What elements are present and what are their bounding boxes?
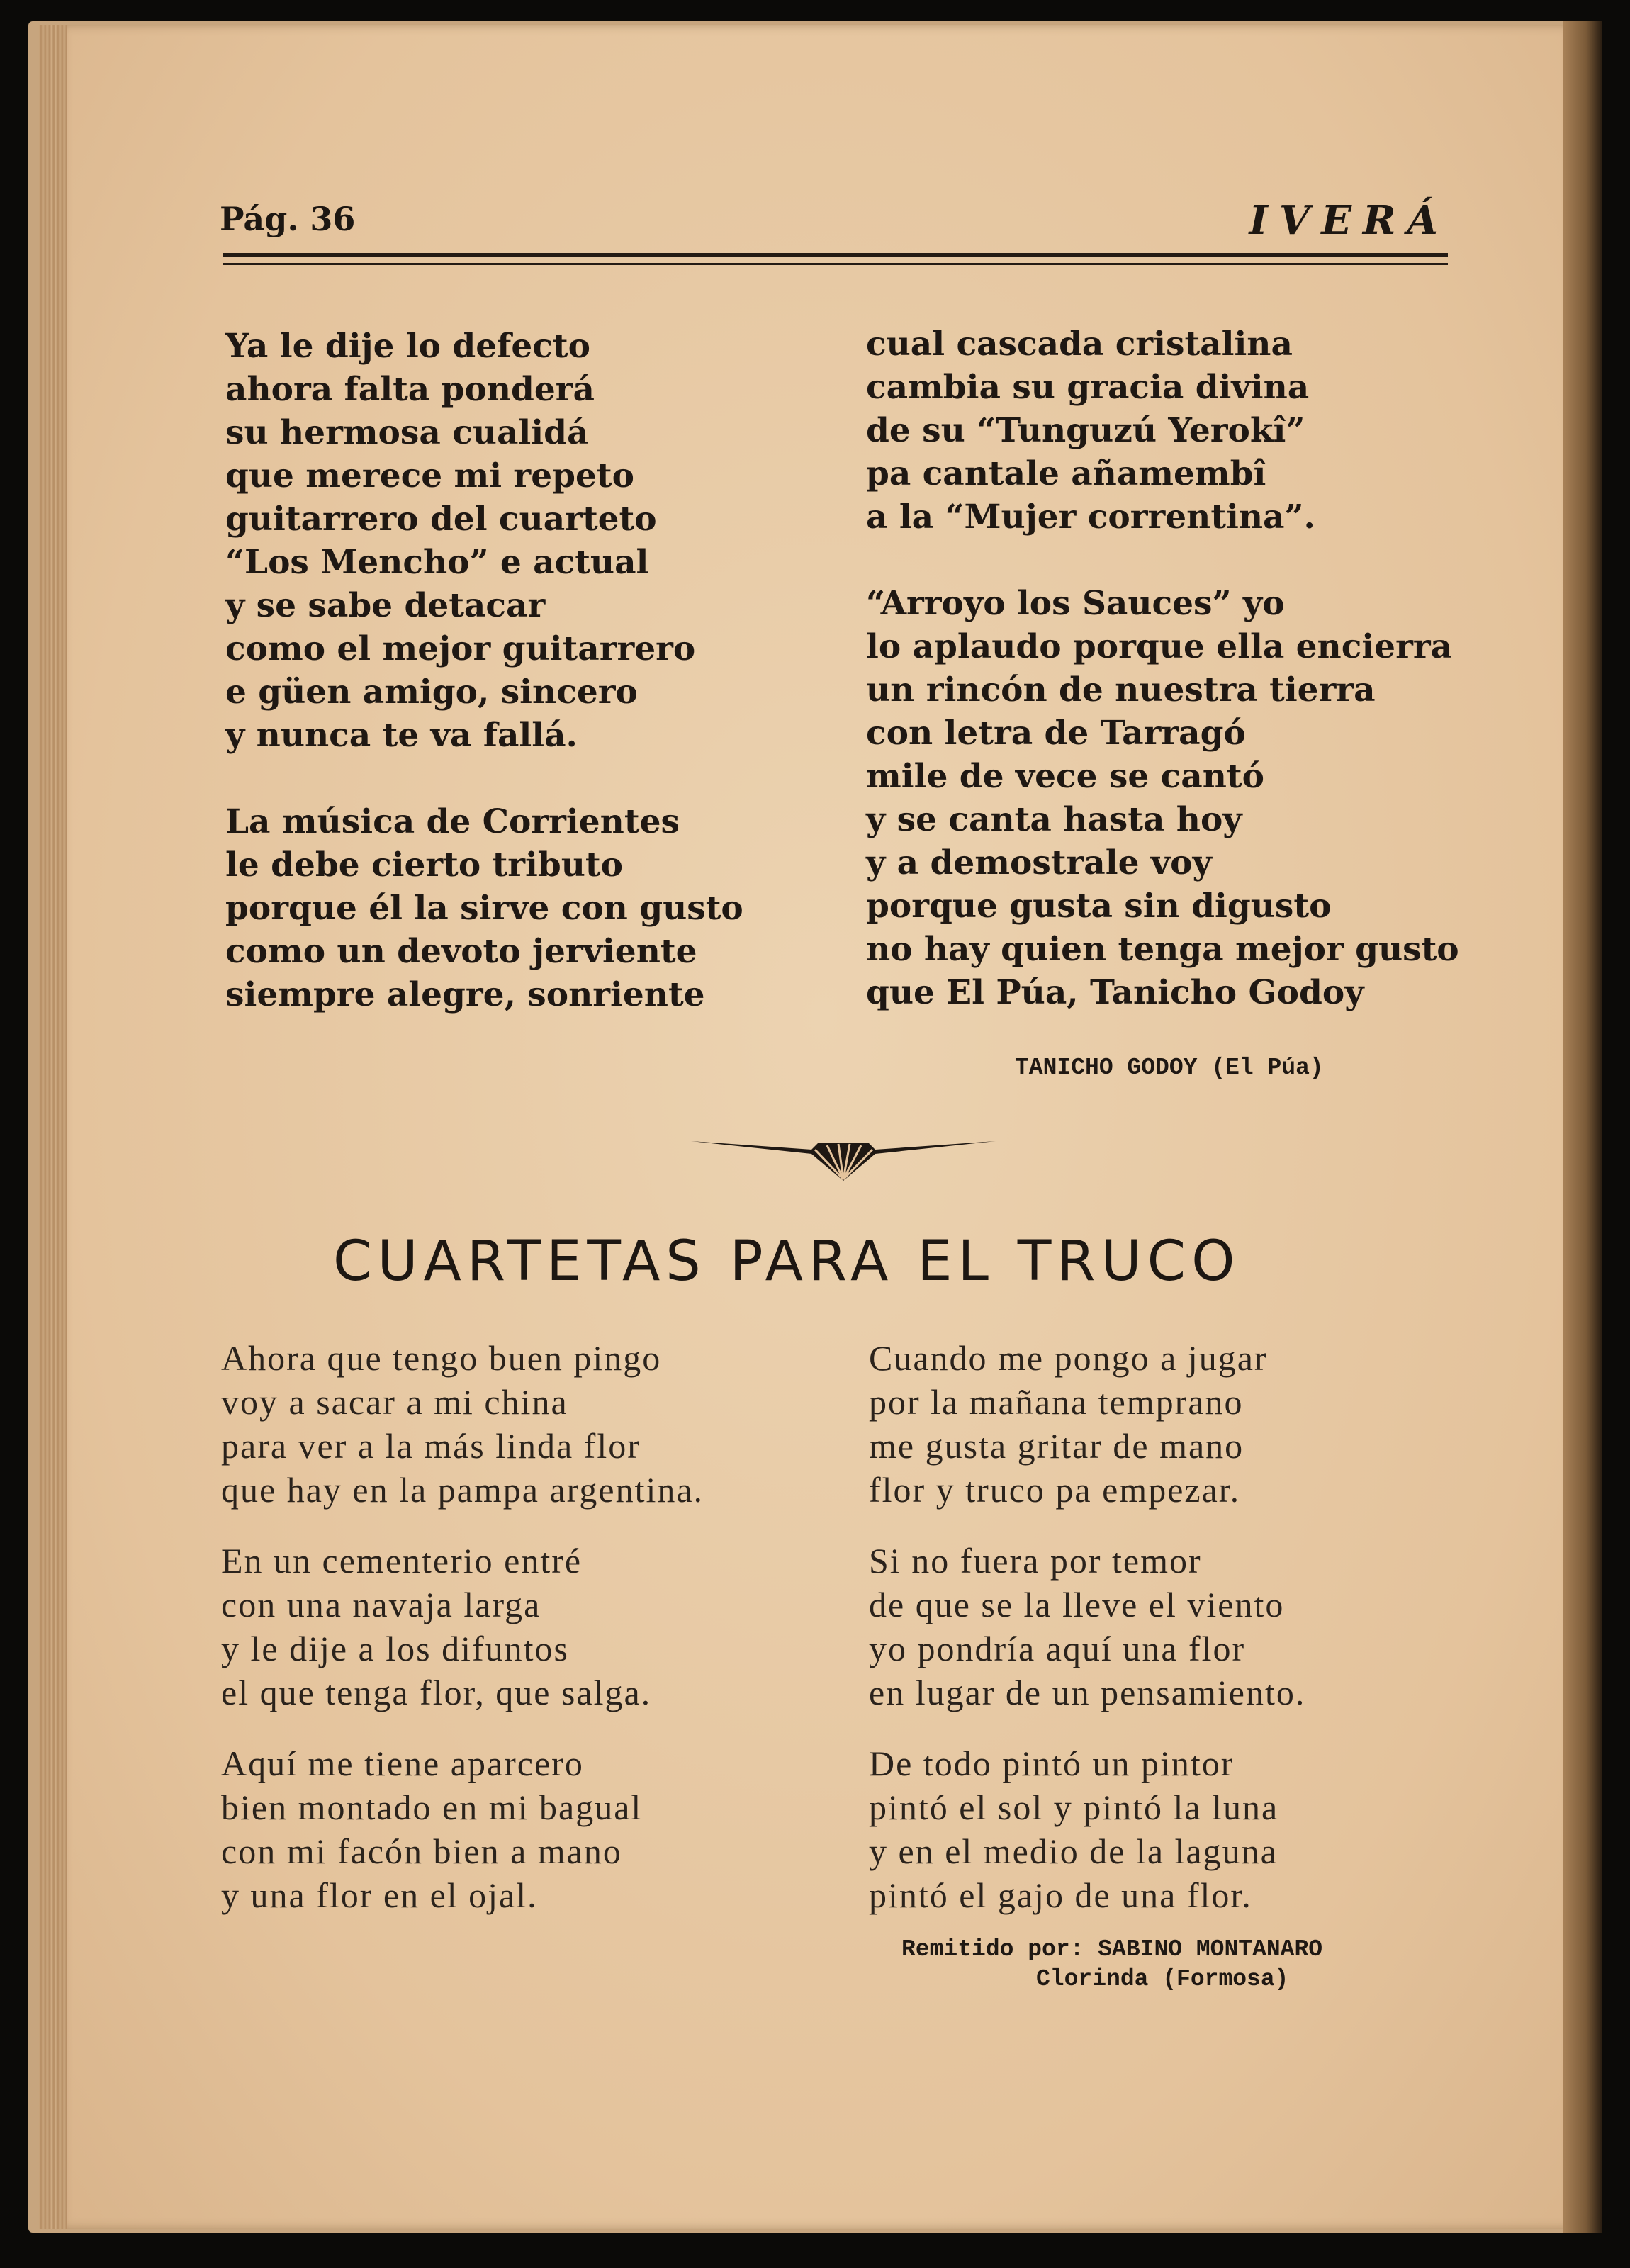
credit-line: Remitido por: SABINO MONTANARO (901, 1936, 1323, 1963)
verse-line: a la “Mujer correntina”. (866, 498, 1315, 537)
verse-line: un rincón de nuestra tierra (866, 670, 1376, 709)
poem-stanza (225, 325, 743, 757)
verse-line: como un devoto jerviente (225, 932, 697, 971)
poem-stanza (225, 800, 743, 1016)
header-rule-thin (223, 263, 1448, 265)
verse-line: flor y truco pa empezar. (869, 1470, 1241, 1510)
verse-line: con mi facón bien a mano (221, 1831, 622, 1871)
page-header (220, 191, 1449, 262)
verse-line: En un cementerio entré (221, 1541, 583, 1581)
poem-stanza (866, 322, 1459, 539)
verse-line: que merece mi repeto (225, 456, 634, 495)
verse-line: en lugar de un pensamiento. (869, 1673, 1306, 1712)
verse-line: pintó el gajo de una flor. (869, 1875, 1252, 1915)
verse-line: de su “Tunguzú Yerokî” (866, 411, 1305, 450)
book-spine (1563, 21, 1602, 2233)
page-number: Pág. 36 (220, 200, 356, 238)
cuarteta (221, 1336, 704, 1512)
verse-line: Si no fuera por temor (869, 1541, 1202, 1581)
cuartetas-left-column (221, 1336, 704, 1917)
verse-line: y una flor en el ojal. (221, 1875, 538, 1915)
verse-line: Ya le dije lo defecto (225, 327, 590, 366)
poem-right-column (866, 322, 1459, 1014)
verse-line: con letra de Tarragó (866, 714, 1246, 753)
verse-line: La música de Corrientes (225, 802, 680, 841)
credit-location: Clorinda (Formosa) (1036, 1966, 1289, 1992)
verse-line: pa cantale añamembî (866, 454, 1266, 493)
magazine-title: IVERÁ (1249, 197, 1449, 244)
verse-line: porque gusta sin digusto (866, 887, 1332, 926)
verse-line: pintó el sol y pintó la luna (869, 1787, 1279, 1827)
verse-line: me gusta gritar de mano (869, 1426, 1244, 1466)
verse-line: Aquí me tiene aparcero (221, 1744, 584, 1783)
verse-line: Cuando me pongo a jugar (869, 1338, 1268, 1378)
verse-line: y en el medio de la laguna (869, 1831, 1278, 1871)
verse-line: le debe cierto tributo (225, 846, 623, 885)
verse-line: “Los Mencho” e actual (225, 543, 649, 582)
verse-line: “Arroyo los Sauces” yo (866, 584, 1285, 623)
verse-line: e güen amigo, sincero (225, 673, 638, 712)
verse-line: y nunca te va fallá. (225, 716, 578, 755)
contributor-credit (901, 1935, 1322, 1994)
cuarteta (869, 1539, 1305, 1714)
verse-line: De todo pintó un pintor (869, 1744, 1235, 1783)
verse-line: el que tenga flor, que salga. (221, 1673, 652, 1712)
poem-stanza (866, 582, 1459, 1014)
verse-line: bien montado en mi bagual (221, 1787, 643, 1827)
verse-line: con una navaja larga (221, 1585, 541, 1624)
verse-line: como el mejor guitarrero (225, 629, 696, 668)
verse-line: no hay quien tenga mejor gusto (866, 930, 1459, 969)
verse-line: cambia su gracia divina (866, 368, 1310, 407)
verse-line: y se canta hasta hoy (866, 800, 1242, 839)
verse-line: de que se la lleve el viento (869, 1585, 1285, 1624)
header-rule (223, 253, 1448, 257)
cuarteta (221, 1539, 704, 1714)
verse-line: voy a sacar a mi china (221, 1382, 568, 1422)
page-edges (39, 25, 71, 2229)
ornament-divider (691, 1128, 996, 1185)
verse-line: porque él la sirve con gusto (225, 889, 743, 928)
verse-line: yo pondría aquí una flor (869, 1629, 1246, 1668)
verse-line: y a demostrale voy (866, 843, 1212, 882)
section-title: CUARTETAS PARA EL TRUCO (333, 1230, 1241, 1293)
verse-line: que El Púa, Tanicho Godoy (866, 973, 1364, 1012)
cuarteta (869, 1741, 1305, 1917)
verse-line: ahora falta ponderá (225, 370, 595, 409)
cuarteta (221, 1741, 704, 1917)
verse-line: para ver a la más linda flor (221, 1426, 641, 1466)
verse-line: guitarrero del cuarteto (225, 500, 657, 539)
verse-line: cual cascada cristalina (866, 325, 1293, 364)
verse-line: siempre alegre, sonriente (225, 975, 705, 1014)
verse-line: lo aplaudo porque ella encierra (866, 627, 1453, 666)
verse-line: mile de vece se cantó (866, 757, 1264, 796)
verse-line: y se sabe detacar (225, 586, 546, 625)
verse-line: Ahora que tengo buen pingo (221, 1338, 662, 1378)
cuartetas-right-column (869, 1336, 1305, 1917)
verse-line: y le dije a los difuntos (221, 1629, 569, 1668)
poem-left-column (225, 325, 743, 1016)
verse-line: por la mañana temprano (869, 1382, 1244, 1422)
poem-author: TANICHO GODOY (El Púa) (1015, 1055, 1324, 1081)
verse-line: su hermosa cualidá (225, 413, 589, 452)
verse-line: que hay en la pampa argentina. (221, 1470, 704, 1510)
cuarteta (869, 1336, 1305, 1512)
